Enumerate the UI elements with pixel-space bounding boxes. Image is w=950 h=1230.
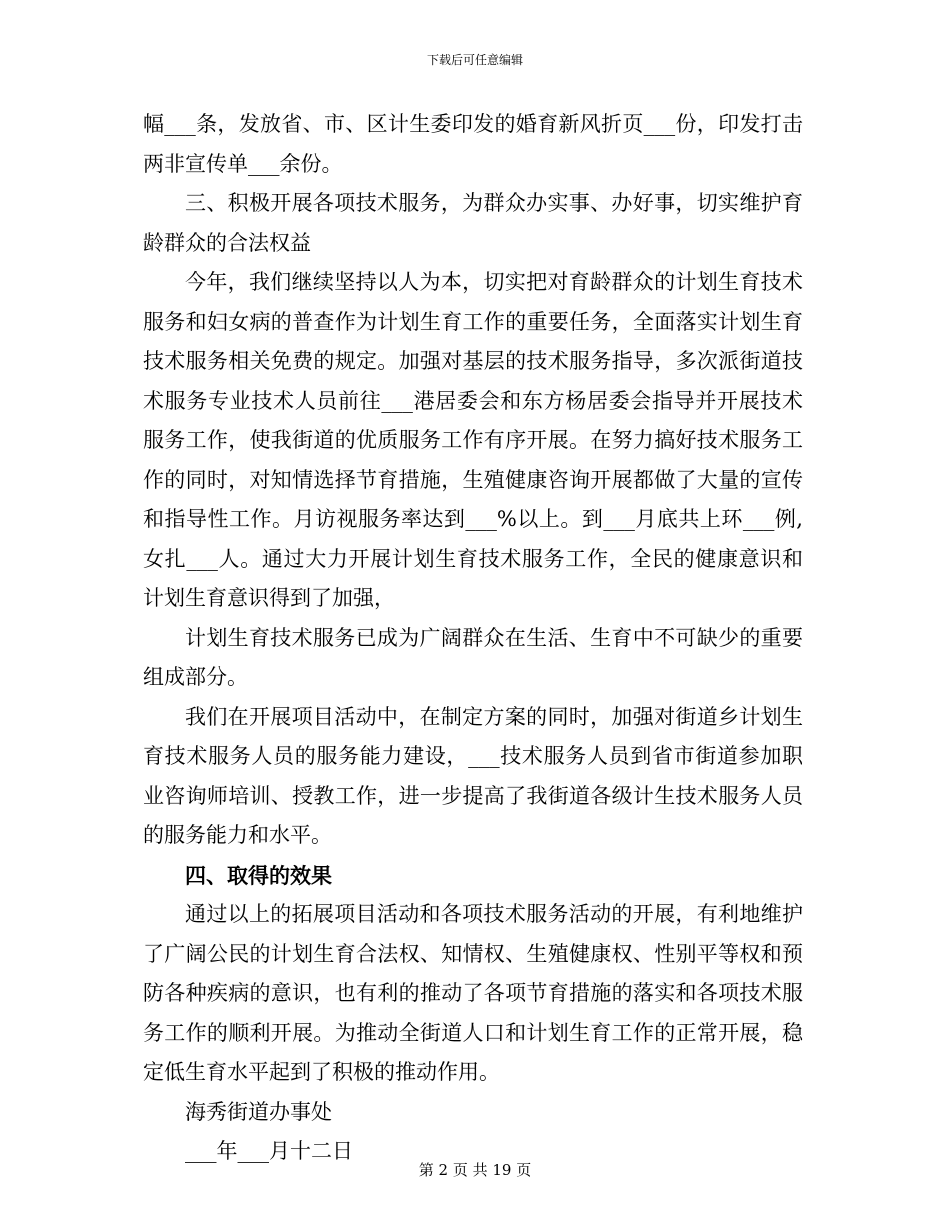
paragraph-tech-service: 今年，我们继续坚持以人为本，切实把对育龄群众的计划生育技术服务和妇女病的普查作为计划生育工作的重要任务，全面落实计划生育技术服务相关免费的规定。加强对基层的技术服务指导，多次派街道技术服务专业技术人员前往___港居委会和东方杨居委会指导并开展技术服务工作，使我街道的优质服务工作有序开展。在努力搞好技术服务工作的同时，对知情选择节育措施，生殖健康咨询开展都做了大量的宣传和指导性工作。月访视服务率达到___%以上。到___月底共上环___例,女扎___人。通过大力开展计划生育技术服务工作，全民的健康意识和计划生育意识得到了加强， [143,270,803,610]
paragraph-results: 通过以上的拓展项目活动和各项技术服务活动的开展，有利地维护了广阔公民的计划生育合法权、知情权、生殖健康权、性别平等权和预防各种疾病的意识，也有利的推动了各项节育措施的落实和各项技术服务工作的顺利开展。为推动全街道人口和计划生育工作的正常开展，稳定低生育水平起到了积极的推动作用。 [143,902,803,1084]
section-heading-three: 三、积极开展各项技术服务，为群众办实事、办好事，切实维护育龄群众的合法权益 [143,191,803,255]
page-header: 下载后可任意编辑 [426,53,523,67]
paragraph-continuation: 幅___条，发放省、市、区计生委印发的婚育新风折页___份，印发打击两非宣传单___余份。 [143,112,803,176]
paragraph-capacity-building: 我们在开展项目活动中，在制定方案的同时，加强对街道乡计划生育技术服务人员的服务能力建设，___技术服务人员到省市街道参加职业咨询师培训、授教工作，进一步提高了我街道各级计生技术服务人员的服务能力和水平。 [143,704,803,847]
signature-date: ___年___月十二日 [185,1139,353,1163]
paragraph-important-part: 计划生育技术服务已成为广阔群众在生活、生育中不可缺少的重要组成部分。 [143,625,803,689]
page-number: 第 2 页 共 19 页 [418,1161,532,1179]
document-body [143,105,803,1172]
signature-office: 海秀街道办事处 [185,1099,332,1124]
section-heading-four: 四、取得的效果 [185,862,332,888]
